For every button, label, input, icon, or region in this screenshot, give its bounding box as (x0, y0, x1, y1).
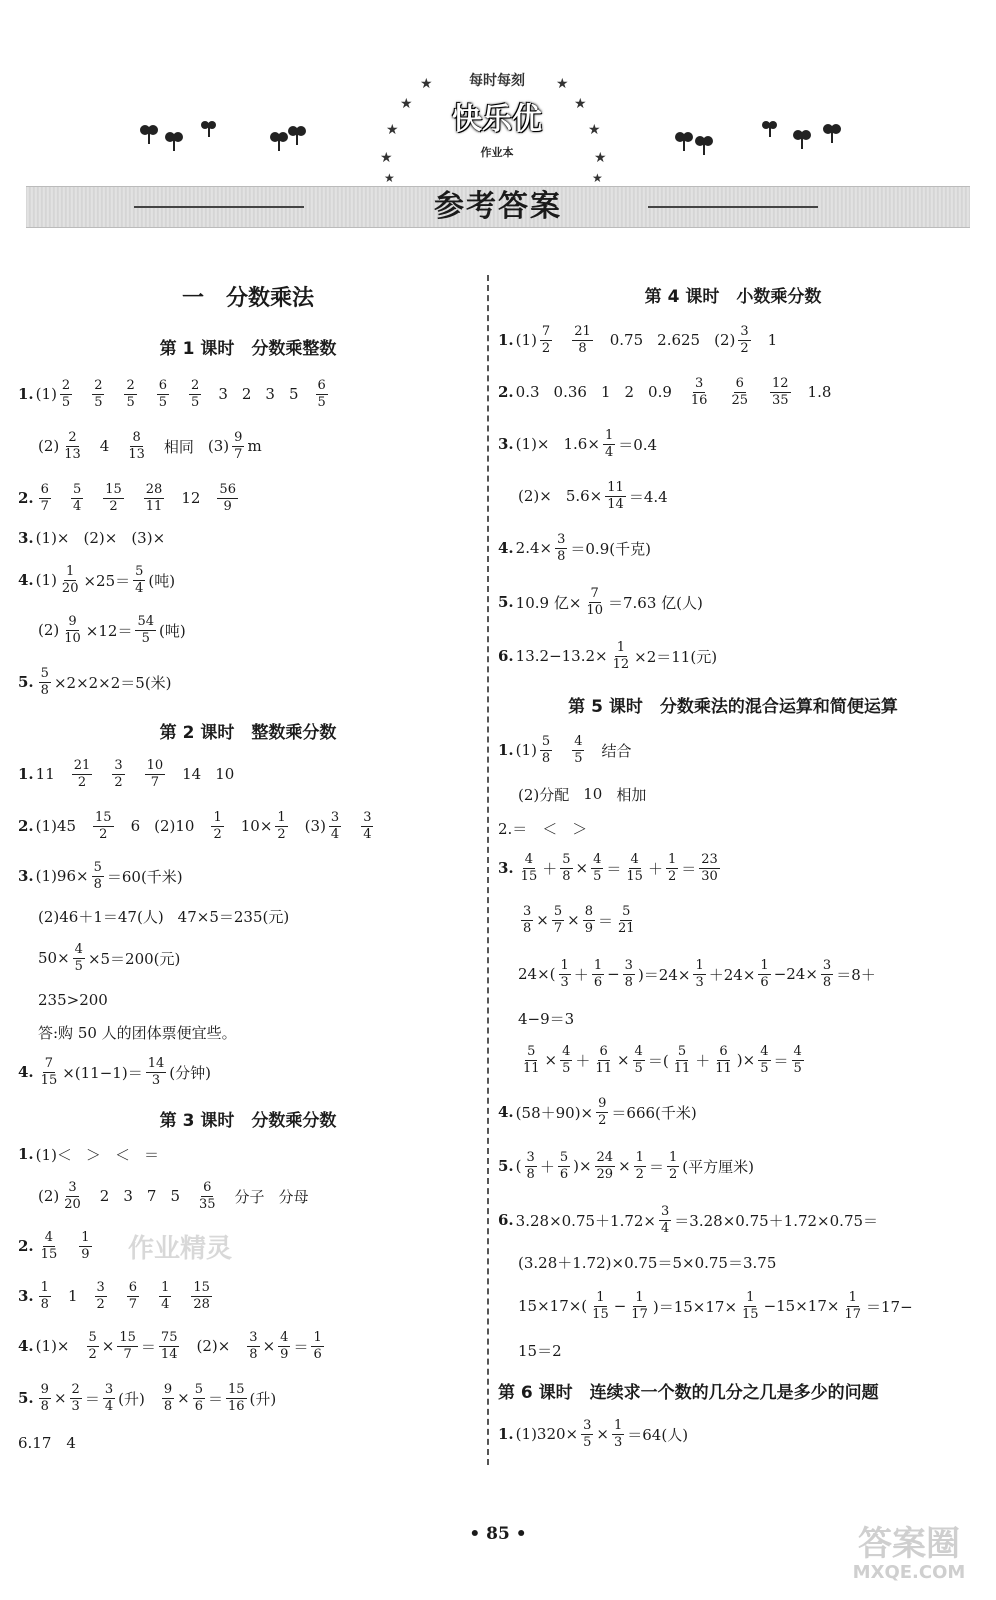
answer-l5-5: 5. ( $\frac{3}{8}$ ＋ $\frac{5}{6}$ )× $\frac{24}{29}$ × $\frac{1}{2}$ ＝ $\frac{1}{2}$ (平方厘米) (498, 1149, 754, 1182)
answer-l2-3-line3: 50× $\frac{4}{5}$ ×5＝200(元) (38, 941, 181, 974)
svg-text:★: ★ (556, 76, 569, 92)
svg-text:★: ★ (588, 122, 601, 138)
answer-l5-1-line2: (2)分配 10 相加 (518, 785, 647, 804)
svg-text:★: ★ (594, 150, 607, 166)
svg-text:★: ★ (386, 122, 399, 138)
answer-l3-1-line2: (2) $\frac{3}{20}$ 2 3 7 5 $\frac{6}{35}$ 分子 分母 (38, 1179, 309, 1212)
answer-l3-6: 6.17 4 (18, 1433, 76, 1452)
answer-l3-1-line1: 1. (1)＜ ＞ ＜ ＝ (18, 1145, 159, 1164)
answer-l1-1-line1: 1. (1) $\frac{2}{5}$ $\frac{2}{5}$ $\frac{2}{5}$ $\frac{6}{5}$ $\frac{2}{5}$ 3 2 3 5 $\frac{6}{5}$ (18, 377, 326, 410)
answer-l1-4-line2: (2) $\frac{9}{10}$ ×12＝ $\frac{54}{5}$ (吨) (38, 613, 186, 646)
answer-l2-3-line4: 235>200 (38, 991, 108, 1009)
answer-l5-6-line2: (3.28＋1.72)×0.75＝5×0.75＝3.75 (518, 1253, 777, 1272)
answer-l4-2: 2. 0.3 0.36 1 2 0.9 $\frac{3}{16}$ $\frac{6}{25}$ $\frac{12}{35}$ 1.8 (498, 375, 832, 408)
answer-l2-3-line5: 答:购 50 人的团体票便宜些。 (38, 1023, 237, 1042)
lesson-6-title: 第 6 课时 连续求一个数的几分之几是多少的问题 (498, 1382, 879, 1403)
answer-l5-2: 2.＝ ＜ ＞ (498, 819, 588, 838)
answer-l5-1-line1: 1. (1) $\frac{5}{8}$ $\frac{4}{5}$ 结合 (498, 733, 632, 766)
ghost-watermark-text: 作业精灵 (128, 1234, 233, 1264)
svg-text:★: ★ (380, 150, 393, 166)
answer-l5-3-line2: $\frac{3}{8}$ × $\frac{5}{7}$ × $\frac{8}{9}$ ＝ $\frac{5}{21}$ (523, 903, 635, 936)
watermark-line2: MXQE.COM (852, 1562, 966, 1583)
site-watermark (834, 1526, 984, 1584)
svg-text:★: ★ (400, 96, 413, 112)
logo-sub-text: 作业本 (480, 146, 514, 159)
answer-l4-3-line1: 3. (1)× 1.6× $\frac{1}{4}$ ＝0.4 (498, 427, 658, 460)
brand-logo (418, 70, 576, 180)
lesson-1-title: 第 1 课时 分数乘整数 (159, 338, 337, 359)
answer-l4-4: 4. 2.4× $\frac{3}{8}$ ＝0.9(千克) (498, 531, 651, 564)
answer-l3-2: 2. $\frac{4}{15}$ $\frac{1}{9}$ (18, 1229, 90, 1262)
answer-l5-3-line5: $\frac{5}{11}$ × $\frac{4}{5}$ ＋ $\frac{6}{11}$ × $\frac{4}{5}$ ＝( $\frac{5}{11}$ ＋ $\frac{6}{11}$ )× $\frac{4}{5}$ ＝ $\frac{4}{5}$ (523, 1043, 802, 1076)
clover-decoration-right (668, 115, 868, 160)
answer-l5-3-line1: 3. $\frac{4}{15}$ ＋ $\frac{5}{8}$ × $\frac{4}{5}$ ＝ $\frac{4}{15}$ ＋ $\frac{1}{2}$ ＝ $\frac{23}{30}$ (498, 851, 718, 884)
answer-l2-3-line1: 3. (1)96× $\frac{5}{8}$ ＝60(千米) (18, 859, 183, 892)
answer-l5-3-line4: 4−9＝3 (518, 1009, 575, 1028)
answer-l5-6-line1: 6. 3.28×0.75＋1.72× $\frac{3}{4}$ ＝3.28×0.75＋1.72×0.75＝ (498, 1203, 879, 1236)
svg-text:★: ★ (420, 76, 433, 92)
answer-l3-4: 4. (1)× $\frac{5}{2}$ × $\frac{15}{7}$ ＝ $\frac{75}{14}$ (2)× $\frac{3}{8}$ × $\frac{4}{9}$ ＝ $\frac{1}{6}$ (18, 1329, 322, 1362)
answer-l2-1: 1. 11 $\frac{21}{2}$ $\frac{3}{2}$ $\frac{10}{7}$ 14 10 (18, 757, 235, 790)
page-number: • 85 • (469, 1524, 527, 1544)
lesson-4-title: 第 4 课时 小数乘分数 (644, 286, 822, 307)
answer-l1-3: 3. (1)× (2)× (3)× (18, 529, 166, 547)
answer-l3-3: 3. $\frac{1}{8}$ 1 $\frac{3}{2}$ $\frac{6}{7}$ $\frac{1}{4}$ $\frac{15}{28}$ (18, 1279, 210, 1312)
page-header (0, 0, 996, 240)
lesson-2-title: 第 2 课时 整数乘分数 (159, 722, 337, 743)
unit-title: 一 分数乘法 (181, 285, 314, 311)
answer-l1-1-line2: (2) $\frac{2}{13}$ 4 $\frac{8}{13}$ 相同 (3) $\frac{9}{7}$ m (38, 429, 262, 462)
watermark-line1: 答案圈 (858, 1524, 960, 1564)
answer-l4-1: 1. (1) $\frac{7}{2}$ $\frac{21}{8}$ 0.75 2.625 (2) $\frac{3}{2}$ 1 (498, 323, 778, 356)
answer-l5-4: 4. (58＋90)× $\frac{9}{2}$ ＝666(千米) (498, 1095, 697, 1128)
answer-l5-3-line3: 24×( $\frac{1}{3}$ ＋ $\frac{1}{6}$ − $\frac{3}{8}$ )＝24× $\frac{1}{3}$ ＋24× $\frac{1}{6}$ −24× $\frac{3}{8}$ ＝8＋ (518, 957, 876, 990)
clover-decoration-left (125, 115, 325, 160)
answer-l2-4: 4. $\frac{7}{15}$ ×(11−1)＝ $\frac{14}{3}$ (分钟) (18, 1055, 211, 1088)
answer-l2-2: 2. (1)45 $\frac{15}{2}$ 6 (2)10 $\frac{1}{2}$ 10× $\frac{1}{2}$ (3) $\frac{3}{4}$ $\frac{3}{4}$ (18, 809, 372, 842)
svg-text:★: ★ (384, 171, 395, 182)
logo-main-text: 快乐优 (452, 102, 542, 137)
answer-l1-5: 5. $\frac{5}{8}$ ×2×2×2＝5(米) (18, 665, 172, 698)
logo-top-text: 每时每刻 (469, 73, 525, 89)
answer-l3-5: 5. $\frac{9}{8}$ × $\frac{2}{3}$ ＝ $\frac{3}{4}$ (升) $\frac{9}{8}$ × $\frac{5}{6}$ ＝ $\frac{15}{16}$ (升) (18, 1381, 277, 1414)
answer-l6-1: 1. (1)320× $\frac{3}{5}$ × $\frac{1}{3}$ ＝64(人) (498, 1417, 689, 1450)
lesson-3-title: 第 3 课时 分数乘分数 (159, 1110, 337, 1131)
answer-l1-2: 2. $\frac{6}{7}$ $\frac{5}{4}$ $\frac{15}{2}$ $\frac{28}{11}$ 12 $\frac{56}{9}$ (18, 481, 236, 514)
answer-l4-6: 6. 13.2−13.2× $\frac{1}{12}$ ×2＝11(元) (498, 639, 718, 672)
answer-l2-3-line2: (2)46＋1＝47(人) 47×5＝235(元) (38, 907, 290, 926)
answer-l4-3-line2: (2)× 5.6× $\frac{11}{14}$ ＝4.4 (518, 479, 668, 512)
answer-l5-6-line3: 15×17×( $\frac{1}{15}$ − $\frac{1}{17}$ )＝15×17× $\frac{1}{15}$ −15×17× $\frac{1}{17}$ ＝17− (518, 1289, 913, 1322)
answer-l4-5: 5. 10.9 亿× $\frac{7}{10}$ ＝7.63 亿(人) (498, 585, 703, 618)
title-banner (26, 186, 970, 228)
svg-text:★: ★ (592, 171, 603, 182)
svg-text:★: ★ (574, 96, 587, 112)
lesson-5-title: 第 5 课时 分数乘法的混合运算和简便运算 (568, 696, 898, 717)
answer-l1-4-line1: 4. (1) $\frac{1}{20}$ ×25＝ $\frac{5}{4}$ (吨) (18, 563, 176, 596)
page-title: 参考答案 (434, 189, 562, 224)
column-divider (487, 275, 489, 1465)
answer-l5-6-line4: 15＝2 (518, 1341, 562, 1360)
